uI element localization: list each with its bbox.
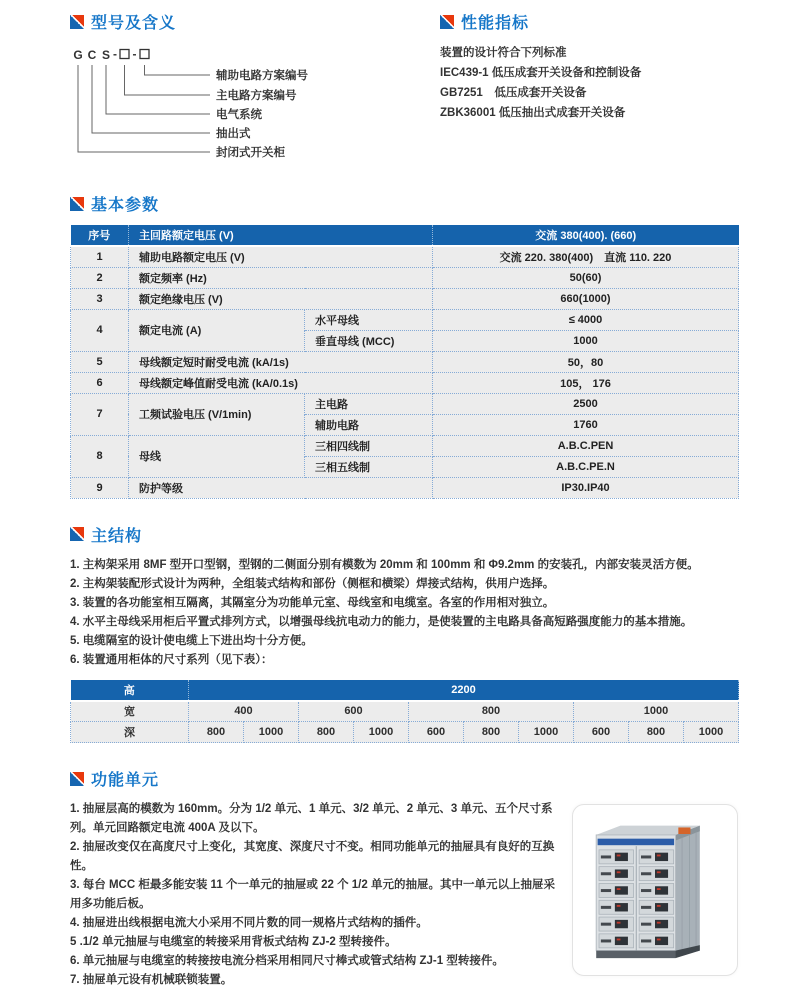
- performance-section-title: [440, 10, 738, 33]
- list-item: 3. 每台 MCC 柜最多能安装 11 个一单元的抽屉或 22 个 1/2 单元的抽屉。其中一单元以上抽屉采用多功能后板。: [70, 879, 555, 910]
- list-item: 7. 抽屉单元设有机械联锁装置。: [70, 974, 233, 986]
- cell-no: 6: [71, 372, 129, 393]
- table-row: [71, 267, 739, 288]
- diagram-lines: [78, 65, 210, 152]
- header-name: 主回路额定电压 (V): [129, 225, 433, 246]
- cell-value: 1760: [433, 414, 739, 435]
- cell-value: 50，80: [433, 351, 739, 372]
- cell-name: 母线: [129, 435, 305, 477]
- list-item: 1. 抽屉层高的模数为 160mm。分为 1/2 单元、1 单元、3/2 单元、2 单元、3 单元、五个尺寸系列。单元回路额定电流 400A 及以下。: [70, 803, 553, 834]
- cell-name: 额定绝缘电压 (V): [129, 288, 433, 309]
- list-item: 2. 主构架装配形式设计为两种，全组装式结构和部份（侧框和横梁）焊接式结构，供用户选择。: [70, 577, 555, 590]
- dim-depth-value: 1000: [244, 722, 299, 743]
- params-section-title: [70, 192, 738, 215]
- code-label-aux-circuit: 辅助电路方案编号: [216, 70, 308, 82]
- cell-no: 7: [71, 393, 129, 435]
- dim-label-width: 宽: [71, 701, 189, 722]
- cell-value: 50(60): [433, 267, 739, 288]
- dim-label-depth: 深: [71, 722, 189, 743]
- cell-value: A.B.C.PEN: [433, 435, 739, 456]
- list-item: 6. 装置通用柜体的尺寸系列（见下表）：: [70, 653, 273, 666]
- cell-value: 660(1000): [433, 288, 739, 309]
- switchgear-photo-frame: [572, 804, 738, 976]
- cell-value: ≤ 4000: [433, 309, 739, 330]
- cell-value: 105， 176: [433, 372, 739, 393]
- table-row: [71, 309, 739, 330]
- cell-name: 母线额定短时耐受电流 (kA/1s): [129, 351, 433, 372]
- table-row-height: [71, 680, 739, 701]
- section-functional-units: [70, 767, 738, 990]
- cell-value: 交流 220. 380(400) 直流 110. 220: [433, 246, 739, 267]
- dim-depth-value: 800: [299, 722, 354, 743]
- code-label-withdrawable: 抽出式: [216, 128, 251, 140]
- dim-depth-value: 1000: [684, 722, 739, 743]
- cell-value: 1000: [433, 330, 739, 351]
- dim-width-value: 1000: [574, 701, 739, 722]
- cell-no: 4: [71, 309, 129, 351]
- section-basic-params: [70, 192, 738, 499]
- cell-no: 3: [71, 288, 129, 309]
- section-marker-icon: [70, 15, 84, 29]
- code-label-electrical: 电气系统: [216, 109, 262, 121]
- section-marker-icon: [70, 197, 84, 211]
- cell-no: 2: [71, 267, 129, 288]
- cell-sub: 辅助电路: [305, 414, 433, 435]
- table-row: [71, 288, 739, 309]
- section-model-meaning: [70, 10, 440, 172]
- table-row: [71, 372, 739, 393]
- section-marker-icon: [70, 527, 84, 541]
- dim-depth-value: 600: [409, 722, 464, 743]
- cell-name: 额定频率 (Hz): [129, 267, 433, 288]
- dim-depth-value: 800: [629, 722, 684, 743]
- section-title-text: 性能指标: [461, 15, 530, 32]
- header-value: 交流 380(400). (660): [433, 225, 739, 246]
- standard-line: GB7251 低压成套开关设备: [440, 87, 587, 99]
- model-code-diagram: [72, 45, 382, 167]
- section-title-text: 主结构: [91, 527, 143, 545]
- table-row-depth: [71, 722, 739, 743]
- cell-no: 8: [71, 435, 129, 477]
- dim-depth-value: 800: [464, 722, 519, 743]
- cabinet-blue-strip: [598, 839, 675, 846]
- code-letter-s: S: [101, 48, 111, 62]
- units-body: [70, 800, 738, 990]
- table-row-width: [71, 701, 739, 722]
- header-no: 序号: [71, 225, 129, 246]
- dim-depth-value: 1000: [519, 722, 574, 743]
- code-box: [140, 50, 149, 59]
- section-title-text: 型号及含义: [91, 15, 177, 32]
- cell-name: 母线额定峰值耐受电流 (kA/0.1s): [129, 372, 433, 393]
- section-title-text: 功能单元: [91, 772, 160, 789]
- table-header-row: [71, 225, 739, 246]
- dim-value-height: 2200: [189, 680, 739, 701]
- cell-no: 1: [71, 246, 129, 267]
- units-section-title: [70, 767, 738, 790]
- table-row: [71, 435, 739, 456]
- section-marker-icon: [440, 15, 454, 29]
- standard-line: IEC439-1 低压成套开关设备和控制设备: [440, 67, 642, 79]
- cell-sub: 三相五线制: [305, 456, 433, 477]
- cell-name: 工频试验电压 (V/1min): [129, 393, 305, 435]
- dim-width-value: 600: [299, 701, 409, 722]
- dim-width-value: 400: [189, 701, 299, 722]
- standard-line: 装置的设计符合下列标准: [440, 47, 567, 59]
- cell-value: A.B.C.PE.N: [433, 456, 739, 477]
- cell-name: 辅助电路额定电压 (V): [129, 246, 433, 267]
- code-box: [120, 50, 129, 59]
- table-row: [71, 351, 739, 372]
- dim-label-height: 高: [71, 680, 189, 701]
- section-title-text: 基本参数: [91, 197, 160, 214]
- cell-sub: 主电路: [305, 393, 433, 414]
- table-row: [71, 393, 739, 414]
- list-item: 3. 装置的各功能室相互隔离，其隔室分为功能单元室、母线室和电缆室。各室的作用相对独立。: [70, 596, 555, 609]
- cell-no: 9: [71, 477, 129, 498]
- cell-sub: 三相四线制: [305, 435, 433, 456]
- model-section-title: [70, 10, 440, 33]
- cabinet-side-label: [678, 827, 690, 834]
- performance-standards-list: [440, 43, 738, 123]
- list-item: 1. 主构架采用 8MF 型开口型钢，型钢的二侧面分别有模数为 20mm 和 100mm 和 Φ9.2mm 的安装孔，内部安装灵活方便。: [70, 558, 699, 571]
- cabinet-base: [596, 951, 675, 958]
- code-dash: -: [113, 47, 117, 61]
- list-item: 5. 电缆隔室的设计使电缆上下进出均十分方便。: [70, 634, 313, 647]
- dim-width-value: 800: [409, 701, 574, 722]
- standard-line: ZBK36001 低压抽出式成套开关设备: [440, 107, 626, 119]
- structure-section-title: [70, 523, 738, 546]
- list-item: 5 .1/2 单元抽屉与电缆室的转接采用背板式结构 ZJ-2 型转接件。: [70, 936, 397, 948]
- dim-depth-value: 600: [574, 722, 629, 743]
- list-item: 4. 水平主母线采用柜后平置式排列方式，以增强母线抗电动力的能力，是使装置的主电路具备高短路强度能力的基本措施。: [70, 615, 693, 628]
- structure-list: [70, 556, 738, 670]
- section-performance: [440, 10, 738, 172]
- code-label-enclosed: 封闭式开关柜: [216, 147, 285, 159]
- dim-depth-value: 1000: [354, 722, 409, 743]
- cell-value: IP30.IP40: [433, 477, 739, 498]
- cell-name: 额定电流 (A): [129, 309, 305, 351]
- table-row: [71, 246, 739, 267]
- cell-value: 2500: [433, 393, 739, 414]
- list-item: 4. 抽屉进出线根据电流大小采用不同片数的同一规格片式结构的插件。: [70, 917, 428, 929]
- cell-name: 防护等级: [129, 477, 433, 498]
- code-label-main-circuit: 主电路方案编号: [216, 90, 297, 102]
- table-row: [71, 477, 739, 498]
- cabinet-dimensions-table: [70, 680, 739, 744]
- cell-no: 5: [71, 351, 129, 372]
- basic-params-table: [70, 225, 739, 499]
- list-item: 2. 抽屉改变仅在高度尺寸上变化，其宽度、深度尺寸不变。相同功能单元的抽屉具有良好的互换性。: [70, 841, 555, 872]
- section-marker-icon: [70, 772, 84, 786]
- code-letter-c: C: [87, 48, 97, 62]
- code-letter-g: G: [73, 48, 83, 62]
- cell-sub: 垂直母线 (MCC): [305, 330, 433, 351]
- list-item: 6. 单元抽屉与电缆室的转接按电流分档采用相同尺寸棒式或管式结构 ZJ-1 型转接件。: [70, 955, 504, 967]
- units-list: [70, 800, 562, 990]
- switchgear-cabinet-image: [585, 812, 725, 968]
- dim-depth-value: 800: [189, 722, 244, 743]
- cell-sub: 水平母线: [305, 309, 433, 330]
- code-dash: -: [132, 47, 137, 61]
- section-main-structure: [70, 523, 738, 744]
- top-row: [70, 10, 738, 172]
